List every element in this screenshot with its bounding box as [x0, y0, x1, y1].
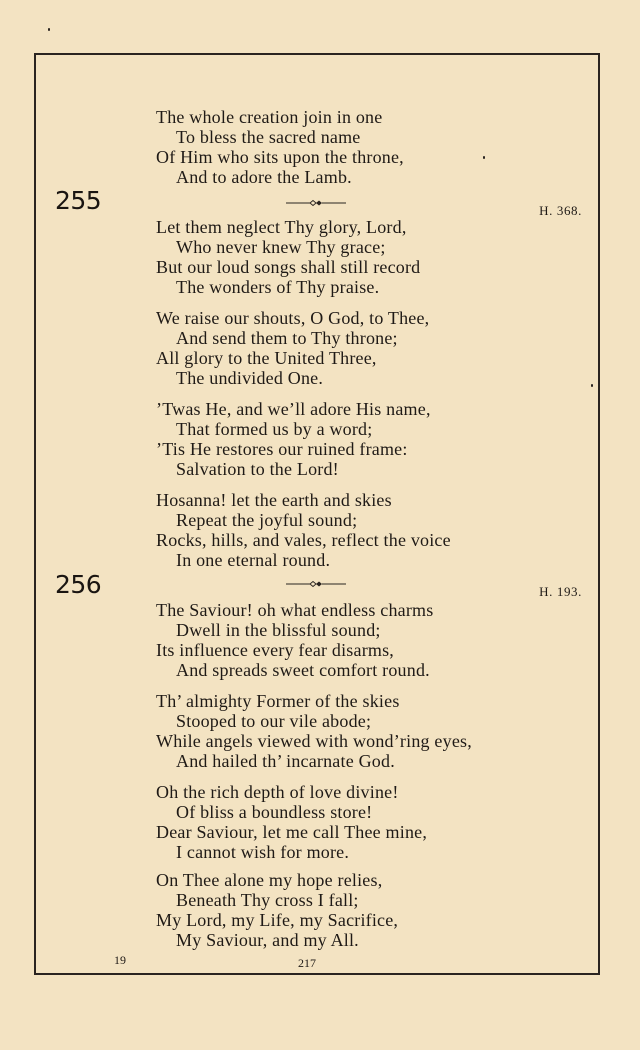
verse-line: And send them to Thy throne; [176, 328, 398, 348]
verse-line: Th’ almighty Former of the skies [156, 691, 400, 711]
print-speck [48, 28, 50, 31]
verse-line: Rocks, hills, and vales, reflect the voice [156, 530, 451, 550]
verse-line: Hosanna! let the earth and skies [156, 490, 392, 510]
verse-line: Dear Saviour, let me call Thee mine, [156, 822, 428, 842]
verse-line: While angels viewed with wond’ring eyes, [156, 731, 472, 751]
verse-line: Let them neglect Thy glory, Lord, [156, 217, 407, 237]
stanza-255-4 [156, 490, 576, 570]
stanza-255-1 [156, 217, 576, 297]
verse-line: On Thee alone my hope relies, [156, 870, 383, 890]
divider-ornament [286, 578, 346, 590]
tune-reference-255: H. 368. [539, 203, 582, 218]
stanza-255-2 [156, 308, 576, 388]
verse-line: Of Him who sits upon the throne, [156, 147, 404, 167]
verse-line: My Lord, my Life, my Sacrifice, [156, 910, 399, 930]
verse-line: That formed us by a word; [176, 419, 373, 439]
verse-line: The Saviour! oh what endless charms [156, 600, 434, 620]
verse-line: In one eternal round. [176, 550, 331, 570]
verse-line: Its influence every fear disarms, [156, 640, 394, 660]
hymn-number-255: 255 [55, 186, 102, 215]
verse-line: ’Tis He restores our ruined frame: [156, 439, 408, 459]
print-speck [483, 156, 485, 159]
verse-line: Beneath Thy cross I fall; [176, 890, 359, 910]
stanza-lead [156, 107, 576, 187]
stanza-255-3 [156, 399, 576, 479]
verse-line: All glory to the United Three, [156, 348, 377, 368]
verse-line: ’Twas He, and we’ll adore His name, [156, 399, 431, 419]
divider-ornament [286, 197, 346, 209]
verse-line: And spreads sweet comfort round. [176, 660, 430, 680]
stanza-256-3 [156, 782, 576, 862]
verse-line: I cannot wish for more. [176, 842, 350, 862]
verse-line: Oh the rich depth of love divine! [156, 782, 399, 802]
verse-line: We raise our shouts, O God, to Thee, [156, 308, 430, 328]
stanza-256-1 [156, 600, 576, 680]
verse-line: Who never knew Thy grace; [176, 237, 386, 257]
verse-line: The undivided One. [176, 368, 324, 388]
verse-line: My Saviour, and my All. [176, 930, 359, 950]
verse-line: Repeat the joyful sound; [176, 510, 358, 530]
hymn-number-256: 256 [55, 570, 102, 599]
tune-reference-256: H. 193. [539, 584, 582, 599]
verse-line: Of bliss a boundless store! [176, 802, 373, 822]
verse-line: Stooped to our vile abode; [176, 711, 372, 731]
verse-line: But our loud songs shall still record [156, 257, 421, 277]
verse-line: Salvation to the Lord! [176, 459, 339, 479]
verse-line: The whole creation join in one [156, 107, 383, 127]
stanza-256-4 [156, 870, 576, 950]
stanza-256-2 [156, 691, 576, 771]
verse-line: Dwell in the blissful sound; [176, 620, 381, 640]
verse-line: And to adore the Lamb. [176, 167, 352, 187]
verse-line: The wonders of Thy praise. [176, 277, 380, 297]
print-speck [591, 384, 593, 387]
verse-line: To bless the sacred name [176, 127, 361, 147]
page-number: 217 [298, 956, 316, 970]
verse-line: And hailed th’ incarnate God. [176, 751, 395, 771]
printer-signature-mark: 19 [114, 953, 126, 967]
